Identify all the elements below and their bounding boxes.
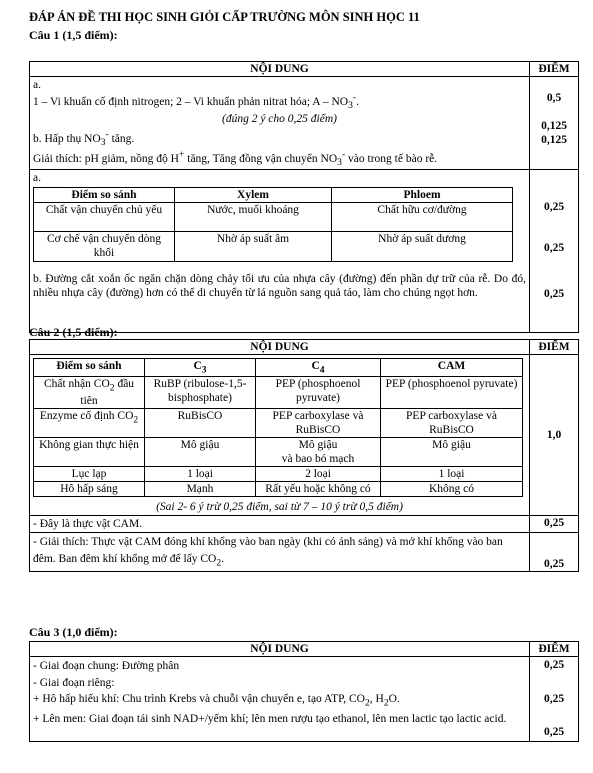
q2-explanation-content: - Giải thích: Thực vật CAM đóng khí khổng vào ban ngày (khi có ánh sáng) và mở khí khổng vào ban đêm. Ban đêm khí khổng mở để lấy $CO_2$. (30, 533, 530, 572)
ps-head-cam: CAM (381, 359, 523, 377)
q1-row1-points: 0,25 (543, 201, 565, 214)
table-cell: Nhờ áp suất dương (332, 232, 513, 261)
q1-b-points: 0,125 (541, 120, 567, 133)
table-cell: Rất yếu hoặc không có (256, 482, 381, 497)
q1-part2-label: a. (33, 172, 41, 185)
table-cell: 2 loại (256, 467, 381, 482)
q2-cam-points: 0,25 (530, 516, 579, 533)
table-cell: Cơ chế vận chuyển dòng khối (34, 232, 175, 261)
q1-part2-points (530, 170, 579, 333)
q3-line-fermentation: + Lên men: Giai đoạn tái sinh NAD+/yếm khí; lên men rượu tạo ethanol, lên men lactic tạo lactic acid. (33, 712, 507, 725)
table-cell: PEP (phosphoenol pyruvate) (256, 376, 381, 408)
q3-content (30, 657, 530, 742)
table-cell: Không có (381, 482, 523, 497)
table-cell: Chất hữu cơ/đường (332, 203, 513, 232)
table-cell: PEP (phosphoenol pyruvate) (381, 376, 523, 408)
q3-line3-points: 0,25 (543, 692, 565, 705)
ps-head-c4: $C_4$ (256, 359, 381, 377)
table-cell: Lục lạp (34, 467, 145, 482)
table-cell: PEP carboxylase và RuBisCO (256, 408, 381, 437)
document-title: ĐÁP ÁN ĐỀ THI HỌC SINH GIỎI CẤP TRƯỜNG MÔN SINH HỌC 11 (29, 10, 420, 24)
q1-b-text: b. Hấp thụ $NO_3^-$ tăng. (33, 128, 135, 148)
xylem-phloem-table (33, 187, 513, 261)
table-cell: PEP carboxylase và RuBisCO (381, 408, 523, 437)
q2-table-points: 1,0 (530, 355, 579, 516)
ps-head-compare: Điểm so sánh (34, 359, 145, 377)
question-3-table (29, 641, 579, 742)
question-3-heading: Câu 3 (1,0 điểm): (29, 625, 118, 639)
table-cell: Mô giậu và bao bó mạch (256, 438, 381, 467)
q3-line-specific: - Giai đoạn riêng: (33, 676, 115, 689)
q1-a-points: 0,5 (546, 92, 562, 105)
ps-head-c3: $C_3$ (145, 359, 256, 377)
photosynthesis-comparison-table (33, 358, 523, 497)
content-header: NỘI DUNG (30, 642, 530, 657)
q1-row2-points: 0,25 (543, 242, 565, 255)
q1-part1-content (30, 77, 530, 170)
table-cell: Mô giậu (381, 438, 523, 467)
content-header: NỘI DUNG (30, 340, 530, 355)
q2-table-content (30, 355, 530, 516)
q2-explanation-points: 0,25 (530, 533, 579, 572)
q3-line-common: - Giai đoạn chung: Đường phân (33, 660, 180, 673)
q2-table-note: (Sai 2- 6 ý trừ 0,25 điểm, sai từ 7 – 10 ý trừ 0,5 điểm) (156, 501, 403, 514)
q2-cam-content: - Đây là thực vật CAM. (30, 516, 530, 533)
q3-points (530, 657, 579, 742)
xp-head-compare: Điểm so sánh (34, 188, 175, 203)
q1-part2-content (30, 170, 530, 333)
question-1-table (29, 61, 579, 333)
q1-part2-b-points: 0,25 (543, 288, 565, 301)
table-cell: Mô giậu (145, 438, 256, 467)
table-cell: 1 loại (145, 467, 256, 482)
table-cell: 1 loại (381, 467, 523, 482)
q3-line1-points: 0,25 (543, 659, 565, 672)
q3-line-aerobic: + Hô hấp hiếu khí: Chu trình Krebs và chuỗi vận chuyển e, tạo ATP, $CO_2$, $H_2O$. (33, 693, 400, 709)
xp-head-phloem: Phloem (332, 188, 513, 203)
q1-b-expl-points: 0,125 (541, 134, 567, 147)
content-header: NỘI DUNG (30, 62, 530, 77)
q1-a-label: a. (33, 79, 41, 92)
points-header: ĐIỂM (530, 642, 579, 657)
table-cell: Nhờ áp suất âm (175, 232, 332, 261)
points-header: ĐIỂM (530, 62, 579, 77)
q1-b-explanation: Giải thích: pH giảm, nồng độ H+ tăng, Tăng đồng vận chuyển $NO_3^-$ vào trong tế bào rễ. (33, 148, 438, 168)
q1-part1-points (530, 77, 579, 170)
question-2-heading: Câu 2 (1,5 điểm): (29, 325, 118, 339)
table-cell: Không gian thực hiện (34, 438, 145, 467)
q3-line4-points: 0,25 (543, 726, 565, 739)
table-cell: RuBP (ribulose-1,5-bisphosphate) (145, 376, 256, 408)
q1-a-text: 1 – Vi khuẩn cố định nitrogen; 2 – Vi khuẩn phản nitrat hóa; A – $NO_3^-$. (33, 92, 359, 112)
table-cell: RuBisCO (145, 408, 256, 437)
q1-part2-b-text: b. Đường cắt xoắn ốc ngăn chặn dòng chảy tối ưu của nhựa cây (đường) đến phần dự trữ của rễ. Do đó, nhiều nhựa cây (đường) hơn có thể di chuyển từ lá nguồn sang quả táo, làm cho chúng ngọt hơn. (33, 272, 526, 299)
question-2-table (29, 339, 579, 572)
table-cell: Nước, muối khoáng (175, 203, 332, 232)
question-1-heading: Câu 1 (1,5 điểm): (29, 28, 118, 42)
table-cell: Chất vận chuyển chủ yếu (34, 203, 175, 232)
q1-a-note: (đúng 2 ý cho 0,25 điểm) (222, 112, 337, 125)
table-cell: Enzyme cố định $CO_2$ (34, 408, 145, 437)
table-cell: Hô hấp sáng (34, 482, 145, 497)
xp-head-xylem: Xylem (175, 188, 332, 203)
points-header: ĐIỂM (530, 340, 579, 355)
table-cell: Chất nhận $CO_2$ đầu tiên (34, 376, 145, 408)
table-cell: Mạnh (145, 482, 256, 497)
